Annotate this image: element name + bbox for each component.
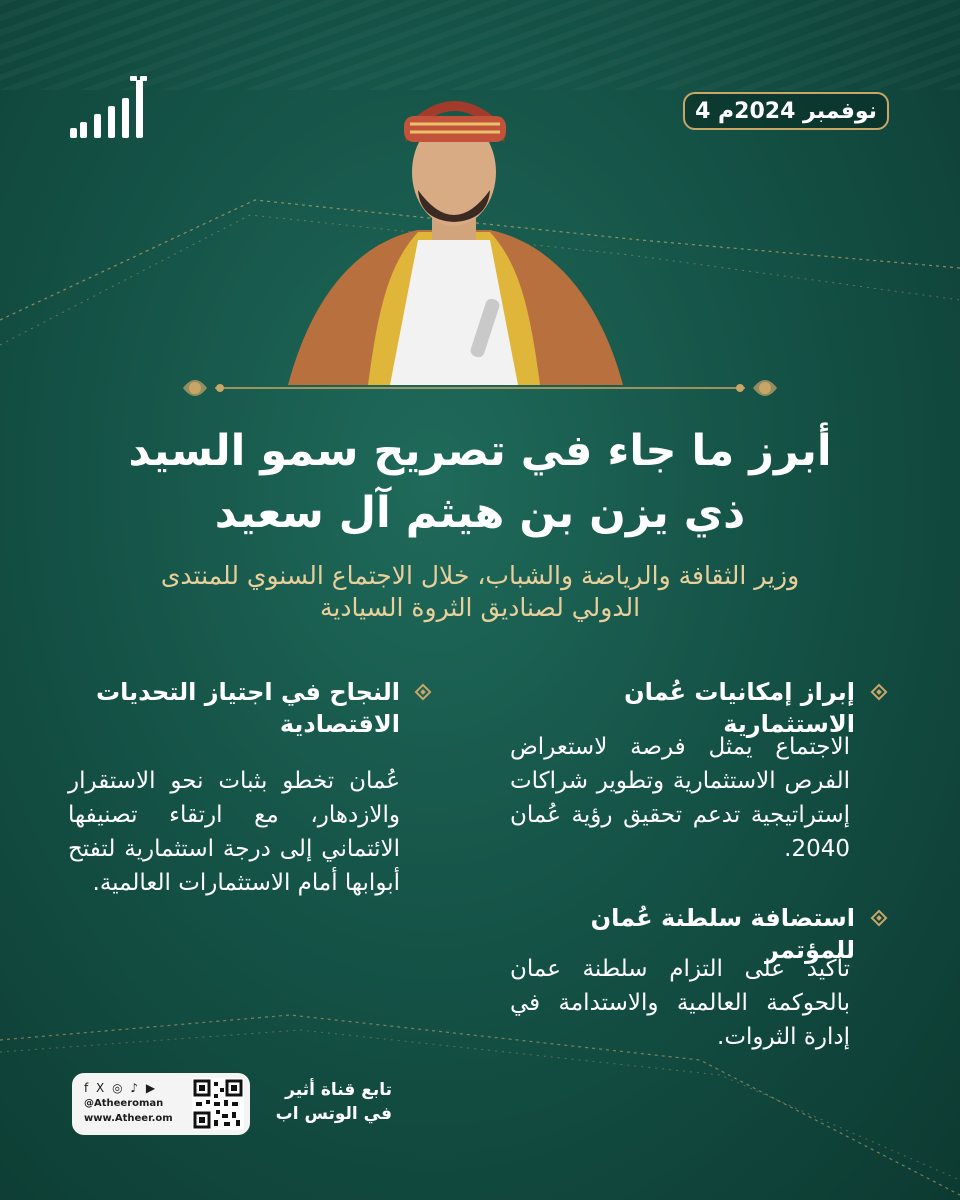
follow-line-1: تابع قناة أثير [285, 1080, 392, 1100]
bullet-diamond-icon [871, 684, 888, 701]
section-body-hosting: تأكيد على التزام سلطنة عمان بالحوكمة العالمية والاستدامة في إدارة الثروات. [510, 956, 850, 1050]
subtitle [100, 560, 860, 624]
website-link[interactable]: www.Atheer.om [84, 1113, 173, 1124]
section-body-economic: عُمان تخطو بثبات نحو الاستقرار والازدهار، مع ارتقاء تصنيفها الائتماني إلى درجة استثمارية لتفتح أبوابها أمام الاستثمارات العالمية. [68, 768, 400, 896]
section-heading-economic [80, 676, 400, 740]
section-heading-economic-line-1: النجاح في اجتياز التحديات [96, 678, 400, 706]
main-title [100, 420, 860, 544]
qr-code-icon[interactable] [192, 1078, 244, 1130]
social-card[interactable] [72, 1073, 250, 1135]
subtitle-line-2: الدولي لصناديق الثروة السيادية [319, 593, 641, 622]
date-badge: 4 نوفمبر 2024م [683, 92, 889, 130]
subtitle-line-1: وزير الثقافة والرياضة والشباب، خلال الاجتماع السنوي للمنتدى [160, 561, 800, 590]
social-icons[interactable]: f X ◎ ♪ ▶ [84, 1081, 158, 1095]
bullet-diamond-icon [415, 684, 432, 701]
social-handle[interactable]: @Atheeroman [84, 1098, 164, 1109]
title-line-2: ذي يزن بن هيثم آل سعيد [214, 488, 746, 538]
section-heading-investment: إبراز إمكانيات عُمان الاستثمارية [624, 678, 855, 738]
whatsapp-follow-text [262, 1078, 392, 1126]
ornament-divider [175, 368, 785, 408]
bullet-diamond-icon [871, 910, 888, 927]
atheer-logo-icon [66, 76, 156, 146]
section-heading-hosting: استضافة سلطنة عُمان للمؤتمر [590, 904, 855, 964]
section-body-investment: الاجتماع يمثل فرصة لاستعراض الفرص الاستثمارية وتطوير شراكات إستراتيجية تدعم تحقيق رؤية عُمان 2040. [510, 734, 850, 862]
title-line-1: أبرز ما جاء في تصريح سمو السيد [128, 426, 832, 476]
portrait-image [268, 80, 640, 390]
follow-line-2: في الوتس اب [275, 1104, 392, 1124]
section-heading-economic-line-2: الاقتصادية [279, 710, 400, 738]
